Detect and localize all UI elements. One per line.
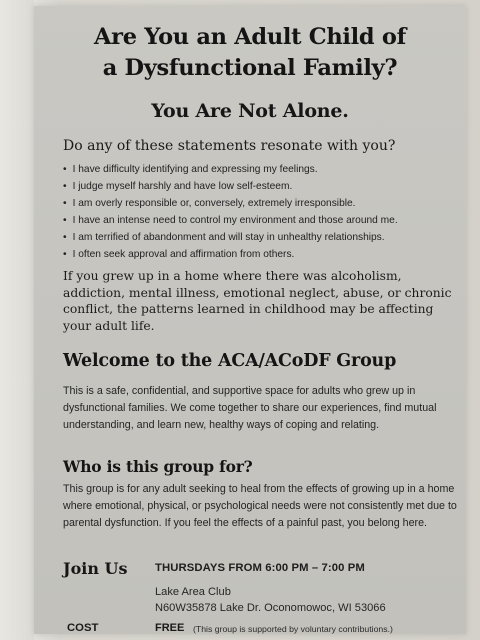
- statement-item: • I am overly responsible or, conversely, extremely irresponsible.: [63, 195, 398, 212]
- meeting-schedule: THURSDAYS FROM 6:00 PM – 7:00 PM: [155, 562, 365, 574]
- cost-note: (This group is supported by voluntary contributions.): [193, 624, 393, 634]
- statement-item: • I am terrified of abandonment and will stay in unhealthy relationships.: [63, 229, 398, 246]
- flyer-title: [34, 22, 466, 84]
- statement-list: [63, 161, 398, 264]
- welcome-heading: Welcome to the ACA/ACoDF Group: [63, 351, 397, 371]
- statement-item: • I often seek approval and affirmation from others.: [63, 246, 398, 263]
- who-paragraph: This group is for any adult seeking to heal from the effects of growing up in a home where emotional, physical, or psychological needs were not consistently met due to parental dysfunction. If you feel the effects of a painful past, you belong here.: [63, 483, 457, 529]
- venue-name: Lake Area Club: [155, 586, 231, 598]
- background-surface: [0, 0, 34, 640]
- statement-item: • I judge myself harshly and have low self-esteem.: [63, 178, 398, 195]
- title-line-1: Are You an Adult Child of: [94, 24, 406, 50]
- flyer-page: [34, 6, 466, 634]
- question-heading: Do any of these statements resonate with you?: [63, 138, 396, 154]
- statement-item: • I have difficulty identifying and expressing my feelings.: [63, 161, 398, 178]
- cost-value: FREE: [155, 622, 185, 634]
- statement-item: • I have an intense need to control my environment and those around me.: [63, 212, 398, 229]
- title-line-2: a Dysfunctional Family?: [102, 55, 398, 81]
- venue-block: [155, 584, 386, 616]
- join-heading: Join Us: [63, 559, 128, 578]
- flyer-subtitle: You Are Not Alone.: [151, 100, 349, 122]
- grew-up-paragraph: If you grew up in a home where there was alcoholism, addiction, mental illness, emotional neglect, abuse, or chronic conflict, the patterns learned in childhood may be affecting your adult life.: [63, 269, 452, 333]
- who-heading: Who is this group for?: [63, 457, 253, 476]
- venue-address: N60W35878 Lake Dr. Oconomowoc, WI 53066: [155, 602, 386, 614]
- cost-label: COST: [67, 622, 99, 634]
- welcome-paragraph: This is a safe, confidential, and supportive space for adults who grew up in dysfunctional families. We come together to share our experiences, find mutual understanding, and learn new, healthy ways of coping and relating.: [63, 385, 437, 431]
